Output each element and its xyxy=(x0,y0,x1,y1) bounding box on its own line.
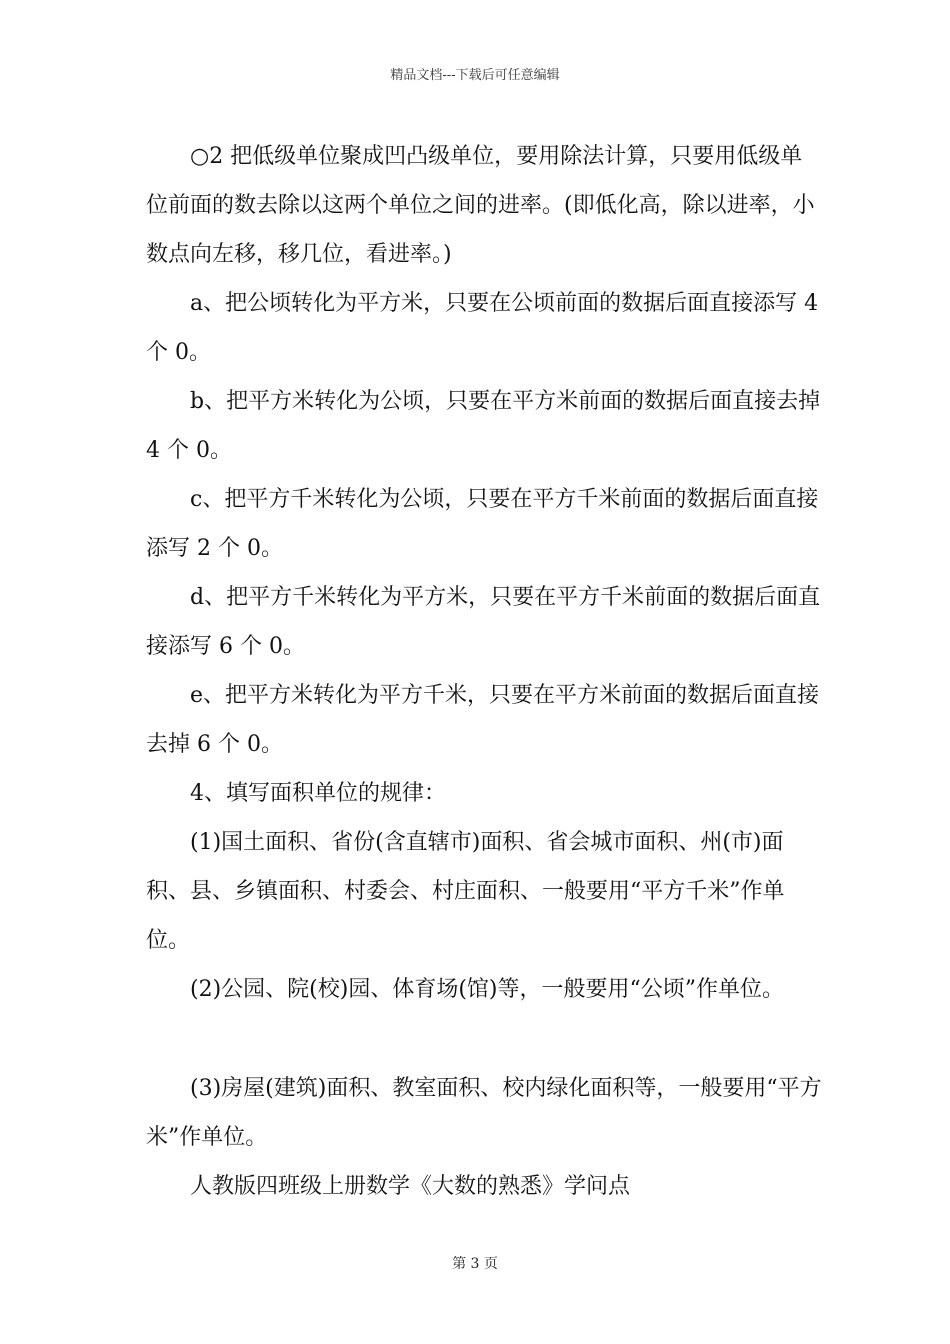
paragraph-item-a: a、把公顷转化为平方米，只要在公顷前面的数据后面直接添写 4 个 0。 xyxy=(146,291,819,365)
document-body xyxy=(146,132,822,1211)
paragraph-item-e: e、把平方米转化为平方千米，只要在平方米前面的数据后面直接去掉 6 个 0。 xyxy=(146,683,820,757)
section-title-big-numbers: 人教版四班级上册数学《大数的熟悉》学问点 xyxy=(190,1174,631,1199)
page-header: 精品文档---下载后可任意编辑 xyxy=(390,68,560,83)
paragraph-conversion-rule: ○2 把低级单位聚成凹凸级单位，要用除法计算，只要用低级单位前面的数去除以这两个单位之间的进率。(即低化高，除以进率，小数点向左移，移几位，看进率。) xyxy=(146,144,815,267)
paragraph-rule-2: (2)公园、院(校)园、体育场(馆)等，一般要用“公顷”作单位。 xyxy=(190,977,784,1002)
section-heading-area-units: 4、填写面积单位的规律： xyxy=(190,781,446,806)
paragraph-item-b: b、把平方米转化为公顷，只要在平方米前面的数据后面直接去掉 4 个 0。 xyxy=(146,389,821,463)
paragraph-rule-1: (1)国土面积、省份(含直辖市)面积、省会城市面积、州(市)面积、县、乡镇面积、村委会、村庄面积、一般要用“平方千米”作单位。 xyxy=(146,830,785,953)
paragraph-item-d: d、把平方千米转化为平方米，只要在平方千米前面的数据后面直接添写 6 个 0。 xyxy=(146,585,821,659)
paragraph-item-c: c、把平方千米转化为公顷，只要在平方千米前面的数据后面直接添写 2 个 0。 xyxy=(146,487,819,561)
page-number: 第 3 页 xyxy=(452,1256,498,1272)
paragraph-rule-3: (3)房屋(建筑)面积、教室面积、校内绿化面积等，一般要用“平方米”作单位。 xyxy=(146,1076,822,1150)
